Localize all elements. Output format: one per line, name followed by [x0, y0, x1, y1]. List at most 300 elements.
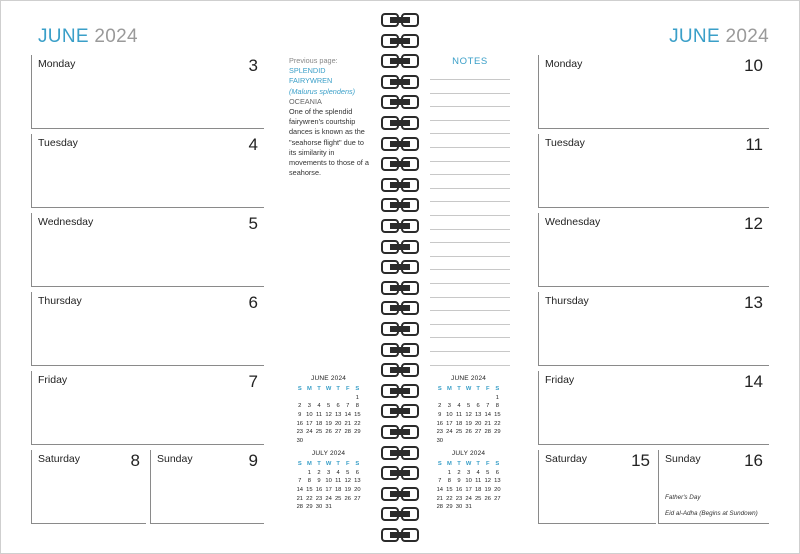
week-row — [435, 411, 502, 420]
date-cell: 12 — [484, 478, 491, 485]
mini-calendar-title: JULY 2024 — [451, 450, 486, 457]
notes-line — [430, 161, 510, 162]
date-cell: 23 — [455, 495, 463, 502]
date-cell: 13 — [474, 412, 482, 419]
day-name: Monday — [38, 58, 76, 70]
date-cell: 12 — [465, 412, 472, 419]
date-cell: 31 — [325, 504, 332, 511]
date-cell: 22 — [354, 420, 361, 427]
spiral-ring — [378, 487, 422, 501]
notes-line — [430, 365, 510, 366]
spiral-binding — [378, 0, 422, 554]
date-cell: 15 — [446, 487, 453, 494]
date-cell: 11 — [455, 412, 462, 419]
week-row — [295, 469, 362, 478]
spiral-ring — [378, 363, 422, 377]
date-cell: 4 — [476, 469, 480, 476]
date-cell — [353, 437, 363, 446]
day-number: 12 — [744, 214, 763, 233]
mini-calendar-july-right — [435, 450, 502, 512]
week-row — [435, 437, 502, 446]
date-cell: 2 — [438, 403, 442, 410]
mini-calendar-title: JUNE 2024 — [451, 375, 487, 382]
date-cell — [305, 394, 315, 403]
day-number: 10 — [744, 56, 763, 75]
week-row — [295, 494, 362, 503]
bird-fact-text: One of the splendid fairywren's courtship dances is known as the "seahorse flight" due to its similarity in movements to those of a seahorse. — [289, 107, 369, 178]
day-box-friday-14[interactable] — [538, 371, 769, 445]
day-box-wednesday-12[interactable] — [538, 213, 769, 287]
notes-line — [430, 147, 510, 148]
spiral-ring — [378, 198, 422, 212]
spiral-ring — [378, 404, 422, 418]
date-cell: 25 — [334, 495, 342, 502]
notes-line — [430, 215, 510, 216]
weekday-letter: W — [325, 386, 332, 393]
date-cell — [295, 469, 305, 478]
date-cell: 30 — [315, 504, 323, 511]
notes-line — [430, 188, 510, 189]
date-cell: 1 — [447, 469, 451, 476]
holiday-fathers-day: Father's Day — [665, 494, 701, 501]
date-cell: 2 — [298, 403, 302, 410]
date-cell — [464, 437, 474, 446]
day-box-friday[interactable] — [31, 371, 264, 445]
day-number: 6 — [248, 293, 258, 312]
date-cell — [353, 503, 363, 512]
week-row — [435, 477, 502, 486]
date-cell: 20 — [494, 487, 501, 494]
date-cell: 6 — [336, 403, 340, 410]
date-cell: 3 — [307, 403, 311, 410]
previous-page-label: Previous page: — [289, 56, 338, 65]
date-cell: 8 — [355, 403, 359, 410]
date-cell: 17 — [465, 487, 472, 494]
week-row — [435, 428, 502, 437]
bird-region: OCEANIA — [289, 96, 322, 106]
date-cell: 12 — [344, 478, 351, 485]
spiral-ring — [378, 260, 422, 274]
date-cell: 15 — [306, 487, 313, 494]
date-cell: 15 — [494, 412, 501, 419]
notes-line — [430, 310, 510, 311]
date-cell — [295, 394, 305, 403]
right-header-month: JUNE — [669, 26, 720, 47]
date-cell: 22 — [446, 495, 453, 502]
date-cell: 17 — [325, 487, 332, 494]
date-cell: 28 — [436, 504, 444, 511]
date-cell: 1 — [355, 394, 359, 401]
spiral-ring — [378, 178, 422, 192]
spiral-ring — [378, 13, 422, 27]
date-cell: 30 — [296, 437, 304, 444]
weekday-letter: F — [485, 386, 490, 393]
date-cell: 13 — [354, 478, 361, 485]
date-cell: 17 — [306, 420, 313, 427]
notes-line — [430, 133, 510, 134]
date-cell: 7 — [438, 478, 442, 485]
date-cell — [343, 437, 353, 446]
day-name: Tuesday — [38, 137, 78, 149]
day-number: 7 — [248, 372, 258, 391]
mini-calendar-grid — [295, 460, 362, 512]
date-cell: 21 — [436, 495, 444, 502]
notes-line — [430, 174, 510, 175]
spiral-ring — [378, 240, 422, 254]
holiday-eid-al-adha: Eid al-Adha (Begins at Sundown) — [665, 510, 758, 517]
week-row — [295, 411, 362, 420]
date-cell: 10 — [465, 478, 472, 485]
date-cell: 5 — [326, 403, 331, 410]
date-cell — [343, 394, 353, 403]
date-cell: 1 — [307, 469, 311, 476]
mini-calendar-june-left — [295, 375, 362, 445]
date-cell — [454, 394, 464, 403]
day-name: Sunday — [665, 453, 701, 465]
date-cell — [464, 394, 474, 403]
mini-calendar-june-right — [435, 375, 502, 445]
date-cell: 24 — [465, 495, 472, 502]
week-row — [435, 486, 502, 495]
day-box-thursday-13[interactable] — [538, 292, 769, 366]
weekday-letter: S — [355, 461, 360, 468]
spiral-ring — [378, 343, 422, 357]
notes-line — [430, 79, 510, 80]
day-number: 16 — [744, 451, 763, 470]
day-box-tuesday[interactable] — [31, 134, 264, 208]
notes-title: NOTES — [452, 56, 488, 67]
date-cell: 20 — [354, 487, 361, 494]
day-name: Saturday — [38, 453, 81, 465]
spiral-ring — [378, 446, 422, 460]
date-cell: 16 — [296, 420, 304, 427]
day-box-wednesday[interactable] — [31, 213, 264, 287]
date-cell: 6 — [355, 469, 359, 476]
day-name: Wednesday — [38, 216, 94, 228]
weekday-letter: S — [297, 386, 302, 393]
day-box-thursday[interactable] — [31, 292, 264, 366]
date-cell — [333, 394, 343, 403]
date-cell: 7 — [486, 403, 490, 410]
weekday-letter: T — [336, 461, 340, 468]
week-row — [295, 419, 362, 428]
date-cell: 7 — [298, 478, 302, 485]
date-cell: 7 — [346, 403, 350, 410]
date-cell — [473, 394, 483, 403]
day-number: 13 — [744, 293, 763, 312]
weekday-header-row — [435, 460, 502, 469]
date-cell: 22 — [494, 420, 501, 427]
date-cell: 24 — [306, 429, 313, 436]
weekday-letter: S — [495, 461, 500, 468]
spiral-ring — [378, 281, 422, 295]
date-cell: 11 — [315, 412, 322, 419]
date-cell: 18 — [334, 487, 342, 494]
spiral-ring — [378, 528, 422, 542]
notes-line — [430, 106, 510, 107]
date-cell — [483, 394, 493, 403]
week-row — [435, 494, 502, 503]
weekday-letter: T — [336, 386, 340, 393]
date-cell: 10 — [446, 412, 453, 419]
notes-line — [430, 201, 510, 202]
week-row — [435, 503, 502, 512]
date-cell: 19 — [465, 420, 472, 427]
date-cell: 4 — [317, 403, 321, 410]
day-box-saturday[interactable] — [31, 450, 146, 524]
date-cell: 14 — [296, 487, 304, 494]
notes-line — [430, 297, 510, 298]
week-row — [435, 394, 502, 403]
mini-calendar-grid — [295, 385, 362, 445]
weekday-letter: T — [317, 461, 321, 468]
date-cell — [445, 437, 455, 446]
date-cell: 22 — [306, 495, 313, 502]
date-cell: 2 — [317, 469, 321, 476]
date-cell — [324, 437, 334, 446]
date-cell: 3 — [326, 469, 331, 476]
date-cell: 29 — [354, 429, 361, 436]
week-row — [435, 469, 502, 478]
weekday-letter: S — [437, 386, 442, 393]
date-cell — [333, 437, 343, 446]
date-cell: 25 — [455, 429, 463, 436]
date-cell — [454, 437, 464, 446]
spiral-ring — [378, 322, 422, 336]
day-number: 8 — [130, 451, 140, 470]
date-cell: 14 — [436, 487, 444, 494]
spiral-ring — [378, 425, 422, 439]
spiral-ring — [378, 95, 422, 109]
date-cell: 21 — [344, 420, 351, 427]
date-cell: 9 — [317, 478, 321, 485]
weekday-letter: S — [495, 386, 500, 393]
left-header-year: 2024 — [94, 26, 138, 47]
date-cell: 27 — [354, 495, 361, 502]
weekday-letter: F — [345, 461, 350, 468]
date-cell: 1 — [495, 394, 499, 401]
spiral-ring — [378, 384, 422, 398]
date-cell: 28 — [484, 429, 491, 436]
weekday-letter: T — [476, 386, 480, 393]
notes-line — [430, 256, 510, 257]
date-cell: 12 — [325, 412, 332, 419]
spiral-ring — [378, 75, 422, 89]
notes-line — [430, 242, 510, 243]
date-cell: 14 — [484, 412, 491, 419]
date-cell: 29 — [306, 504, 313, 511]
week-row — [295, 503, 362, 512]
bird-description — [289, 56, 369, 178]
date-cell: 30 — [455, 504, 463, 511]
date-cell: 30 — [436, 437, 444, 444]
day-box-monday[interactable] — [31, 55, 264, 129]
day-name: Tuesday — [545, 137, 585, 149]
date-cell: 19 — [344, 487, 351, 494]
weekday-letter: F — [485, 461, 490, 468]
date-cell: 24 — [325, 495, 332, 502]
date-cell: 3 — [447, 403, 451, 410]
day-number: 14 — [744, 372, 763, 391]
week-row — [295, 486, 362, 495]
date-cell: 13 — [334, 412, 342, 419]
right-header-year: 2024 — [725, 26, 769, 47]
date-cell: 18 — [455, 420, 463, 427]
weekday-letter: S — [437, 461, 442, 468]
day-name: Thursday — [545, 295, 589, 307]
bird-name: SPLENDID FAIRYWREN — [289, 66, 333, 86]
date-cell — [445, 394, 455, 403]
date-cell — [473, 437, 483, 446]
day-name: Friday — [545, 374, 575, 386]
date-cell: 21 — [296, 495, 304, 502]
day-number: 3 — [248, 56, 258, 75]
weekday-letter: T — [457, 386, 461, 393]
left-page-header — [38, 26, 138, 48]
day-box-monday-10[interactable] — [538, 55, 769, 129]
date-cell — [473, 503, 483, 512]
date-cell: 27 — [494, 495, 501, 502]
week-row — [295, 394, 362, 403]
day-number: 5 — [248, 214, 258, 233]
notes-line — [430, 324, 510, 325]
date-cell: 10 — [306, 412, 313, 419]
spiral-ring — [378, 157, 422, 171]
day-box-tuesday-11[interactable] — [538, 134, 769, 208]
week-row — [295, 437, 362, 446]
notes-line — [430, 283, 510, 284]
date-cell: 8 — [495, 403, 499, 410]
date-cell: 27 — [334, 429, 342, 436]
day-number: 4 — [248, 135, 258, 154]
date-cell — [483, 437, 493, 446]
weekday-letter: M — [306, 386, 312, 393]
date-cell — [435, 394, 445, 403]
mini-calendar-grid — [435, 385, 502, 445]
date-cell: 9 — [298, 412, 302, 419]
weekday-header-row — [295, 460, 362, 469]
spiral-ring — [378, 116, 422, 130]
spiral-ring — [378, 34, 422, 48]
date-cell: 28 — [296, 504, 304, 511]
date-cell — [343, 503, 353, 512]
date-cell: 20 — [334, 420, 342, 427]
day-name: Wednesday — [545, 216, 601, 228]
week-row — [435, 402, 502, 411]
weekday-letter: M — [446, 461, 452, 468]
date-cell: 8 — [447, 478, 451, 485]
mini-calendar-july-left — [295, 450, 362, 512]
date-cell: 4 — [336, 469, 340, 476]
day-name: Monday — [545, 58, 583, 70]
mini-calendar-title: JUNE 2024 — [311, 375, 347, 382]
day-name: Friday — [38, 374, 68, 386]
date-cell: 23 — [436, 429, 444, 436]
date-cell: 14 — [344, 412, 351, 419]
weekday-letter: M — [306, 461, 312, 468]
bird-latin-name: (Malurus splendens) — [289, 86, 356, 96]
date-cell: 5 — [486, 469, 490, 476]
spiral-ring — [378, 301, 422, 315]
spiral-ring — [378, 219, 422, 233]
weekday-letter: W — [325, 461, 332, 468]
date-cell: 26 — [325, 429, 332, 436]
weekday-letter: S — [355, 386, 360, 393]
week-row — [295, 477, 362, 486]
day-box-sunday[interactable] — [150, 450, 264, 524]
date-cell: 11 — [335, 478, 342, 485]
date-cell: 4 — [457, 403, 461, 410]
weekday-letter: W — [465, 386, 472, 393]
date-cell: 16 — [315, 487, 323, 494]
weekday-letter: W — [465, 461, 472, 468]
date-cell: 6 — [476, 403, 480, 410]
day-box-saturday-15[interactable] — [538, 450, 656, 524]
spiral-ring — [378, 137, 422, 151]
mini-calendar-grid — [435, 460, 502, 512]
notes-line — [430, 229, 510, 230]
date-cell — [333, 503, 343, 512]
date-cell: 5 — [466, 403, 471, 410]
date-cell: 28 — [344, 429, 351, 436]
weekday-header-row — [435, 385, 502, 394]
date-cell: 27 — [474, 429, 482, 436]
date-cell: 3 — [466, 469, 471, 476]
notes-line — [430, 351, 510, 352]
date-cell: 19 — [325, 420, 332, 427]
date-cell: 26 — [484, 495, 491, 502]
date-cell: 13 — [494, 478, 501, 485]
date-cell: 21 — [484, 420, 491, 427]
day-number: 9 — [248, 451, 258, 470]
spiral-ring — [378, 54, 422, 68]
weekday-letter: T — [317, 386, 321, 393]
date-cell: 2 — [457, 469, 461, 476]
notes-line — [430, 337, 510, 338]
date-cell — [493, 503, 503, 512]
week-row — [295, 428, 362, 437]
date-cell: 9 — [438, 412, 442, 419]
weekday-letter: M — [446, 386, 452, 393]
day-number: 15 — [631, 451, 650, 470]
day-number: 11 — [745, 135, 763, 154]
week-row — [435, 419, 502, 428]
date-cell: 20 — [474, 420, 482, 427]
left-header-month: JUNE — [38, 26, 89, 47]
date-cell: 8 — [307, 478, 311, 485]
day-name: Saturday — [545, 453, 588, 465]
date-cell: 29 — [494, 429, 501, 436]
date-cell: 9 — [457, 478, 461, 485]
date-cell: 11 — [475, 478, 482, 485]
spiral-ring — [378, 507, 422, 521]
day-name: Thursday — [38, 295, 82, 307]
date-cell: 19 — [484, 487, 491, 494]
weekday-letter: S — [297, 461, 302, 468]
weekday-header-row — [295, 385, 362, 394]
date-cell — [314, 394, 324, 403]
date-cell: 23 — [296, 429, 304, 436]
date-cell — [314, 437, 324, 446]
date-cell: 16 — [455, 487, 463, 494]
date-cell: 10 — [325, 478, 332, 485]
date-cell — [305, 437, 315, 446]
date-cell: 25 — [315, 429, 323, 436]
date-cell: 5 — [346, 469, 350, 476]
date-cell: 15 — [354, 412, 361, 419]
date-cell: 25 — [474, 495, 482, 502]
date-cell: 26 — [344, 495, 351, 502]
